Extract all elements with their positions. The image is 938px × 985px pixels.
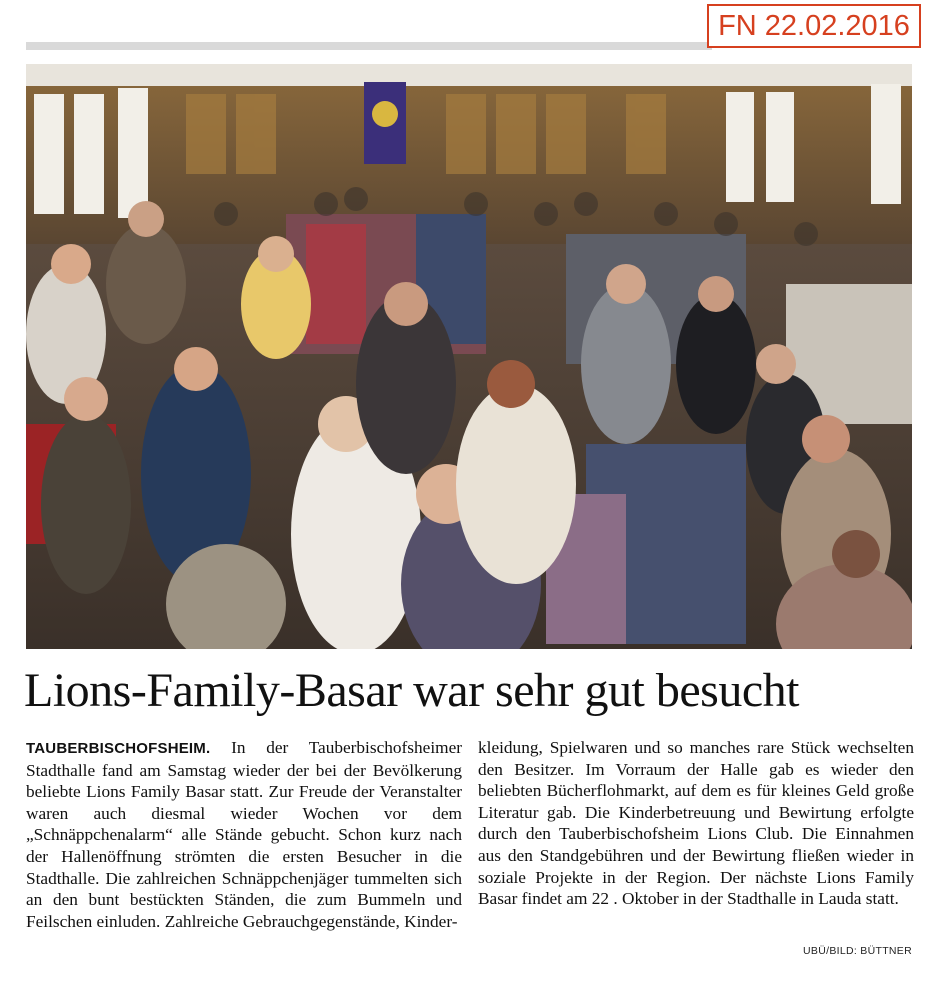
headline: Lions-Family-Basar war sehr gut besucht: [24, 664, 799, 717]
photo-crowd-bazaar-icon: [26, 64, 912, 649]
photo-credit: UBÜ/BILD: BÜTTNER: [803, 945, 912, 957]
top-rule: [26, 42, 712, 50]
article-text-left: In der Tauberbischofsheimer Stadthalle fand am Samstag wieder der bei der Bevölkerung beliebte Lions Family Basar statt. Zur Freude der Veranstalter waren auch diesmal wieder Wochen vor dem „Schnäppchenalarm“ alle Stände gebucht. Schon kurz nach der Hallenöffnung strömten die ersten Besucher in die Stadthalle. Die zahlreichen Schnäppchenjäger tummelten sich an den bunt bestückten Ständen, die zum Bummeln und Feilschen einluden. Zahlreiche Gebrauchgegenstände, Kinder-: [26, 738, 462, 931]
date-stamp: FN 22.02.2016: [707, 4, 921, 48]
article-column-left: [26, 737, 462, 932]
dateline: TAUBERBISCHOFSHEIM.: [26, 740, 211, 757]
article-photo: [26, 64, 912, 649]
article-column-right: kleidung, Spielwaren und so manches rare Stück wechselten den Besitzer. Im Vorraum der Halle gab es wieder den beliebten Bücherflohmarkt, auf dem es für kleines Geld große Literatur gab. Die Kinderbetreuung und Bewirtung erfolgte durch den Tauberbischofsheim Lions Club. Die Einnahmen aus den Standgebühren und der Bewirtung fließen wieder in soziale Projekte in der Region. Der nächste Lions Family Basar findet am 22 . Oktober in der Stadthalle in Lauda statt.: [478, 738, 914, 909]
